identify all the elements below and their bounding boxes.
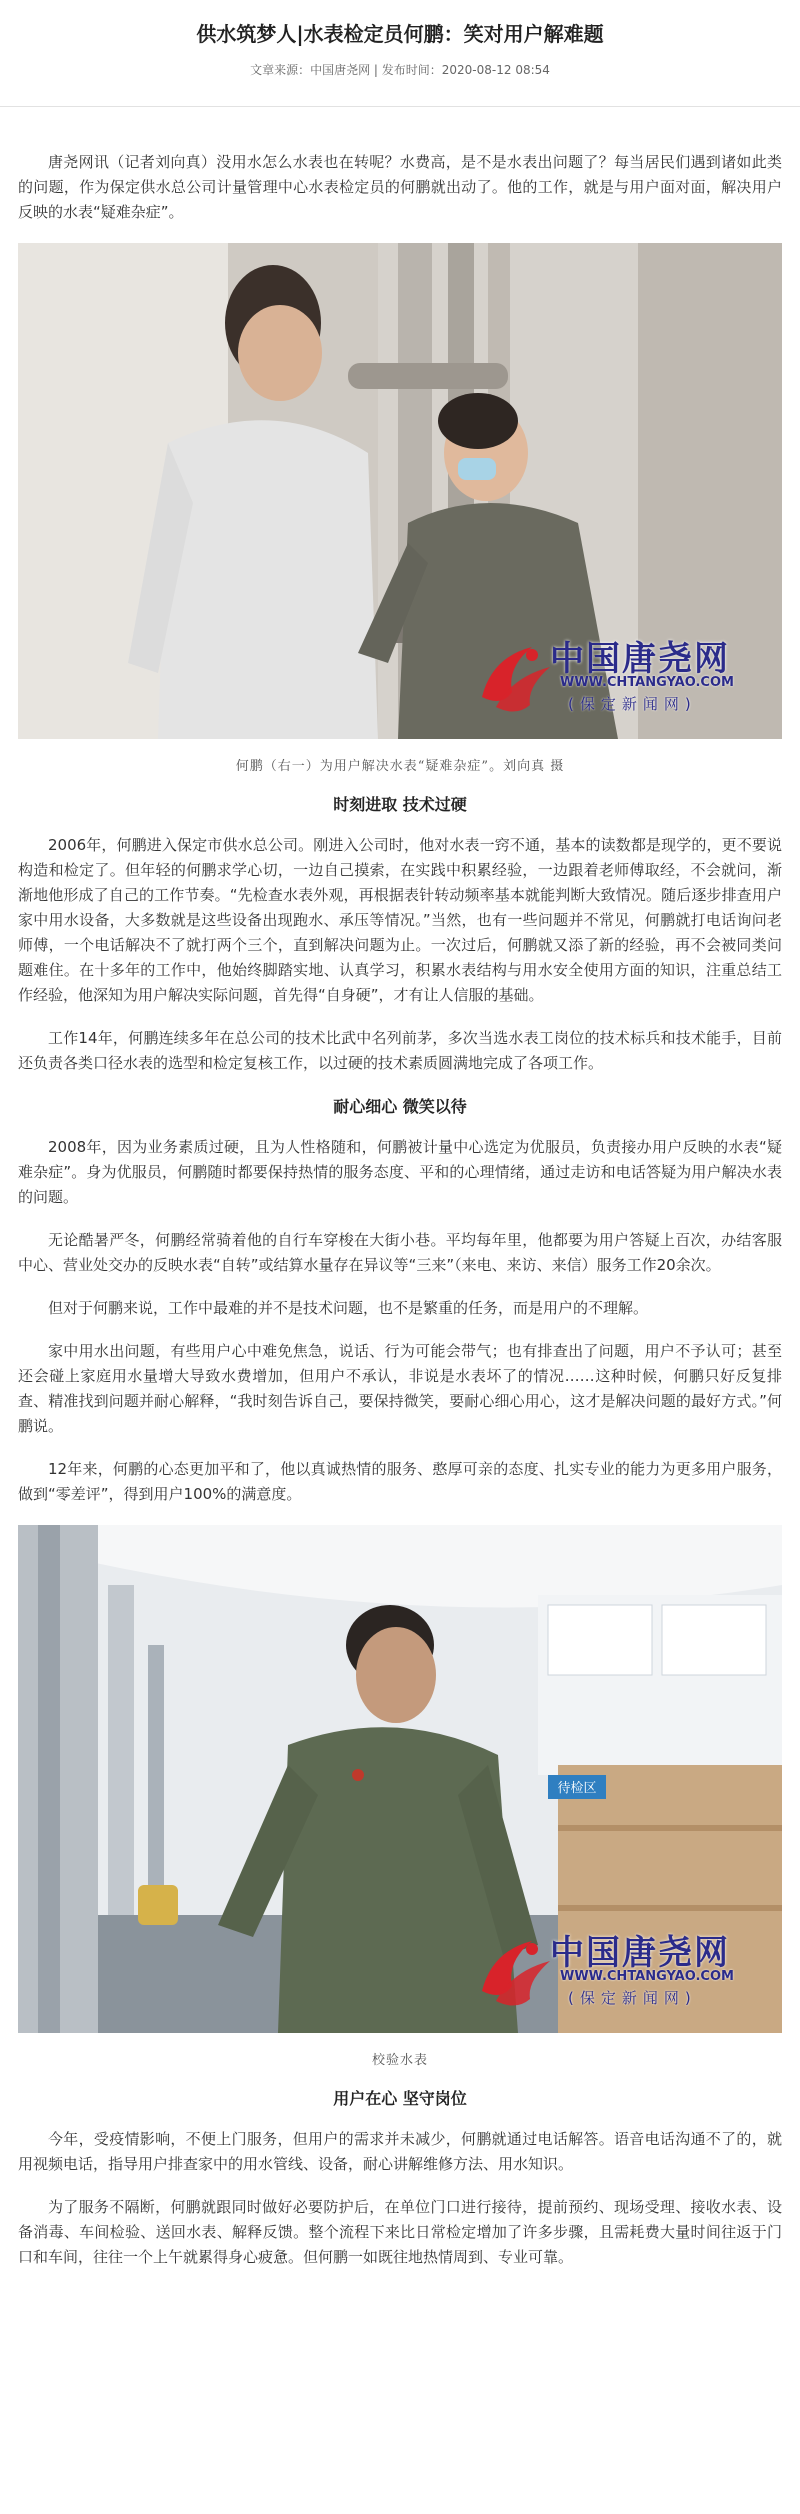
paragraph-9: 今年，受疫情影响，不便上门服务，但用户的需求并未减少，何鹏就通过电话解答。语音电话沟通不了的，就用视频电话，指导用户排查家中的用水管线、设备，耐心讲解维修方法、用水知识。 [18,2130,782,2173]
section-heading-1: 时刻进取 技术过硬 [333,795,467,814]
site-watermark-logo [472,631,772,715]
article-meta: 文章来源：中国唐尧网 | 发布时间：2020-08-12 08:54 [250,63,550,77]
watermark-site-url: WWW.CHTANGYAO.COM [560,1969,734,1984]
photo-caption-1: 何鹏（右一）为用户解决水表“疑难杂症”。刘向真 摄 [235,759,565,774]
site-watermark-logo-2 [472,1925,772,2009]
brand-swirl-icon [472,637,556,715]
paragraph-2: 2006年，何鹏进入保定市供水总公司。刚进入公司时，他对水表一窍不通，基本的读数都是现学的，更不要说构造和检定了。但年轻的何鹏求学心切，一边自己摸索，在实践中积累经验，一边跟着老师傅取经，不会就问，渐渐地他形成了自己的工作节奏。“先检查水表外观，再根据表针转动频率基本就能判断大致情况。随后逐步排查用户家中用水设备，大多数就是这些设备出现跑水、承压等情况。”当然，也有一些问题并不常见，何鹏就打电话询问老师傅，一个电话解决不了就打两个三个，直到解决问题为止。一次过后，何鹏就又添了新的经验，再不会被同类问题难住。在十多年的工作中，他始终脚踏实地、认真学习，积累水表结构与用水安全使用方面的知识，注重总结工作经验，他深知为用户解决实际问题，首先得“自身硬”，才有让人信服的基础。 [18,836,782,1004]
paragraph-7: 家中用水出问题，有些用户心中难免焦急，说话、行为可能会带气；也有排查出了问题，用户不予认可；甚至还会碰上家庭用水量增大导致水费增加，但用户不承认，非说是水表坏了的情况……这种时候，何鹏只好反复排查、精准找到问题并耐心解释，“我时刻告诉自己，要保持微笑，要耐心细心用心，这才是解决问题的最好方式。”何鹏说。 [18,1342,782,1435]
paragraph-4: 2008年，因为业务素质过硬，且为人性格随和，何鹏被计量中心选定为优服员，负责接办用户反映的水表“疑难杂症”。身为优服员，何鹏随时都要保持热情的服务态度、平和的心理情绪，通过走访和电话答疑为用户解决水表的问题。 [18,1138,782,1206]
watermark-site-tag: (保定新闻网) [568,695,697,713]
paragraph-8: 12年来，何鹏的心态更加平和了，他以真诚热情的服务、憨厚可亲的态度、扎实专业的能力为更多用户服务，做到“零差评”，得到用户100%的满意度。 [18,1460,782,1503]
article-title: 供水筑梦人|水表检定员何鹏：笑对用户解难题 [196,22,604,46]
paragraph-6: 但对于何鹏来说，工作中最难的并不是技术问题，也不是繁重的任务，而是用户的不理解。 [48,1299,649,1317]
paragraph-10: 为了服务不隔断，何鹏就跟同时做好必要防护后，在单位门口进行接待，提前预约、现场受理、接收水表、设备消毒、车间检验、送回水表、解释反馈。整个流程下来比日常检定增加了许多步骤，且需耗费大量时间往返于门口和车间，往往一个上午就累得身心疲惫。但何鹏一如既往地热情周到、专业可靠。 [18,2198,782,2266]
article-body [18,150,782,2288]
shelf-sign-label: 待检区 [557,1780,597,1795]
watermark-site-name: 中国唐尧网 [550,639,730,679]
header-divider [0,106,800,107]
section-heading-3: 用户在心 坚守岗位 [333,2089,467,2108]
photo-caption-2: 校验水表 [371,2053,428,2068]
brand-swirl-icon [472,1931,556,2009]
watermark-site-name: 中国唐尧网 [550,1933,730,1973]
paragraph-3: 工作14年，何鹏连续多年在总公司的技术比武中名列前茅，多次当选水表工岗位的技术标兵和技术能手，目前还负责各类口径水表的选型和检定复核工作，以过硬的技术素质圆满地完成了各项工作。 [18,1029,782,1072]
paragraph-5: 无论酷暑严冬，何鹏经常骑着他的自行车穿梭在大街小巷。平均每年里，他都要为用户答疑上百次，办结客服中心、营业处交办的反映水表“自转”或结算水量存在异议等“三来”（来电、来访、来信）服务工作20余次。 [18,1231,782,1274]
watermark-site-tag: (保定新闻网) [568,1989,697,2007]
photo-meter-calibration [18,1525,782,2033]
section-heading-2: 耐心细心 微笑以待 [333,1097,467,1116]
watermark-site-url: WWW.CHTANGYAO.COM [560,675,734,690]
paragraph-intro: 唐尧网讯（记者刘向真）没用水怎么水表也在转呢？水费高，是不是水表出问题了？每当居民们遇到诸如此类的问题，作为保定供水总公司计量管理中心水表检定员的何鹏就出动了。他的工作，就是与用户面对面，解决用户反映的水表“疑难杂症”。 [18,153,782,221]
photo-inspection [18,243,782,739]
